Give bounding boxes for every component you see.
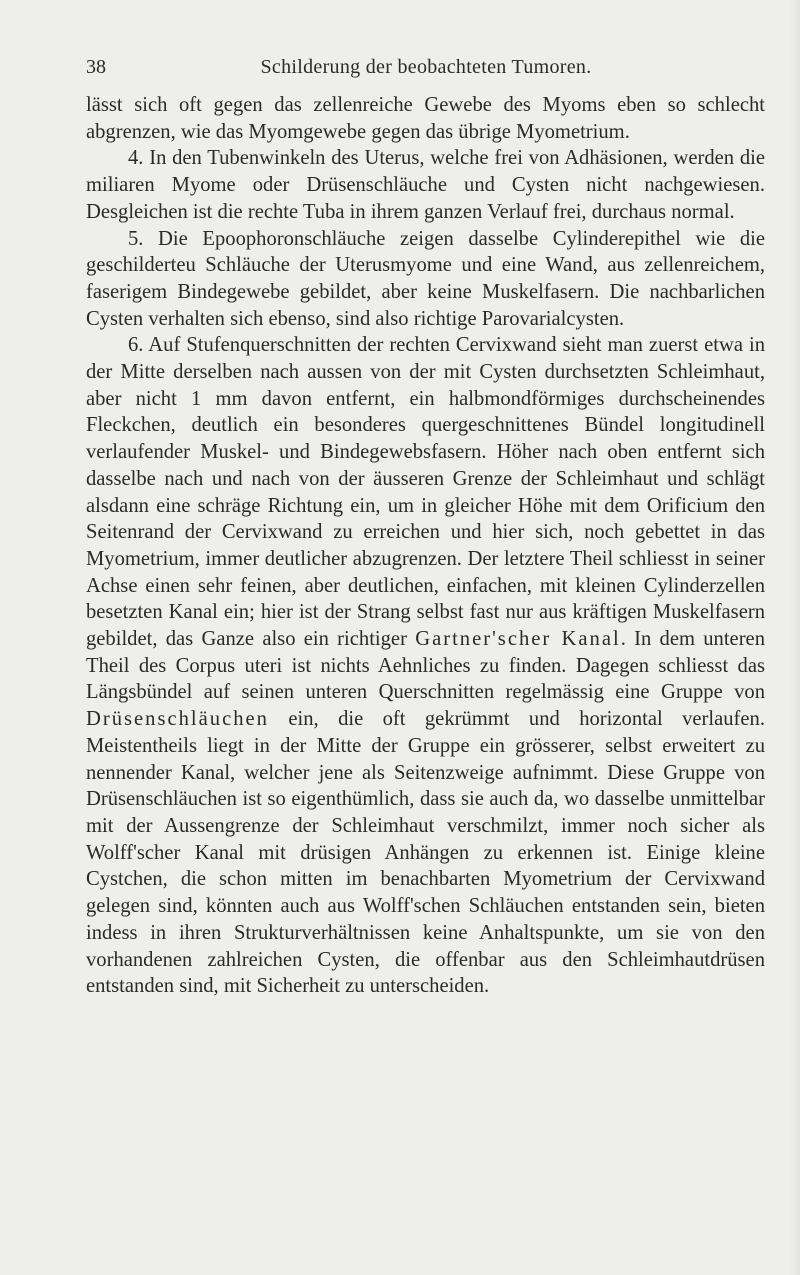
paragraph-continuation: lässt sich oft gegen das zellenreiche Gewebe des Myoms eben so schlecht abgrenzen, wie das Myomgewebe gegen das übrige Myometrium. (86, 94, 765, 143)
running-head (86, 52, 766, 82)
term-druesenschlaeuchen: Drüsenschläuchen (86, 708, 269, 731)
running-title: Schilderung der beobachteten Tumoren. (260, 56, 592, 78)
paragraph-4: 4. In den Tubenwinkeln des Uterus, welche frei von Adhäsionen, werden die miliaren Myome oder Drüsenschläuche und Cysten nicht nachgewiesen. Desgleichen ist die rechte Tuba in ihrem ganzen Verlauf frei, durchaus normal. (86, 147, 765, 223)
body-text (86, 92, 765, 1000)
paragraph-6-text-part-2: . In dem unteren Theil des Corpus uteri ist nichts Aehnliches zu finden. Dagegen schliesst das Längsbündel auf seinen unteren Querschnitten regelmässig eine Gruppe von (86, 628, 765, 704)
page-edge-shadow (790, 0, 800, 1275)
page-number: 38 (86, 56, 106, 78)
term-gartner-kanal: Gartner'scher Kanal (415, 628, 621, 651)
paragraph-5: 5. Die Epoophoronschläuche zeigen dasselbe Cylinderepithel wie die geschilderteu Schläuche der Uterusmyome und eine Wand, aus zellenreichem, faserigem Bindegewebe gebildet, aber keine Muskelfasern. Die nachbarlichen Cysten verhalten sich ebenso, sind also richtige Parovarialcysten. (86, 227, 765, 330)
paragraph-6-text-part-3: ein, die oft gekrümmt und horizontal verlaufen. Meistentheils liegt in der Mitte der Gruppe ein grösserer, selbst erweitert zu nennender Kanal, welcher jene als Seitenzweige aufnimmt. Diese Gruppe von Drüsenschläuchen ist so eigenthümlich, dass sie auch da, wo dasselbe unmittelbar mit der Aussengrenze der Schleimhaut verschmilzt, immer noch sicher als Wolff'scher Kanal mit drüsigen Anhängen zu erkennen ist. Einige kleine Cystchen, die schon mitten im benachbarten Myometrium der Cervixwand gelegen sind, könnten auch aus Wolff'schen Schläuchen entstanden sein, bieten indess in ihren Strukturverhältnissen keine Anhaltspunkte, um sie von den vorhandenen zahlreichen Cysten, die offenbar aus den Schleimhautdrüsen entstanden sind, mit Sicherheit zu unterscheiden. (86, 708, 765, 998)
paragraph-6 (86, 332, 765, 1000)
paragraph-6-text-part-1: 6. Auf Stufenquerschnitten der rechten Cervixwand sieht man zuerst etwa in der Mitte derselben nach aussen von der mit Cysten durchsetzten Schleimhaut, aber nicht 1 mm davon entfernt, ein halbmondförmiges durchscheinendes Fleckchen, deutlich ein besonderes quergeschnittenes Bündel longitudinell verlaufender Muskel- und Bindegewebsfasern. Höher nach oben entfernt sich dasselbe nach und nach von der äusseren Grenze der Schleimhaut und schlägt alsdann eine schräge Richtung ein, um in gleicher Höhe mit dem Orificium den Seitenrand der Cervixwand zu erreichen und hier sich, noch gebettet in das Myometrium, immer deutlicher abzugrenzen. Der letztere Theil schliesst in seiner Achse einen sehr feinen, aber deutlichen, einfachen, mit kleinen Cylinderzellen besetzten Kanal ein; hier ist der Strang selbst fast nur aus kräftigen Muskelfasern gebildet, das Ganze also ein richtiger (86, 334, 765, 651)
